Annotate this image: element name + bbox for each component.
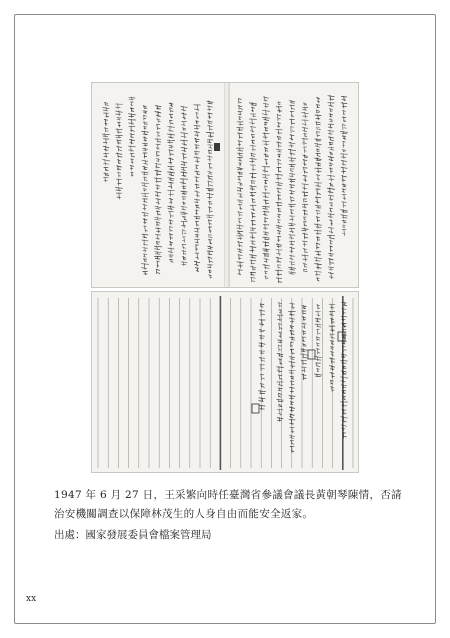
page-number: xx: [26, 594, 37, 604]
figure-source: 出處：國家發展委員會檔案管理局: [54, 529, 212, 541]
ruled-document-image: [92, 292, 359, 473]
handwriting-image: [92, 83, 359, 288]
archive-scan-petition: [91, 82, 359, 288]
figure-caption: 1947 年 6 月 27 日，王采繁向時任臺灣省參議會議長黃朝琴陳情，否請治安機關調查以保障林茂生的人身自由而能安全返家。: [54, 489, 402, 520]
archive-scan-reply: [91, 291, 359, 473]
